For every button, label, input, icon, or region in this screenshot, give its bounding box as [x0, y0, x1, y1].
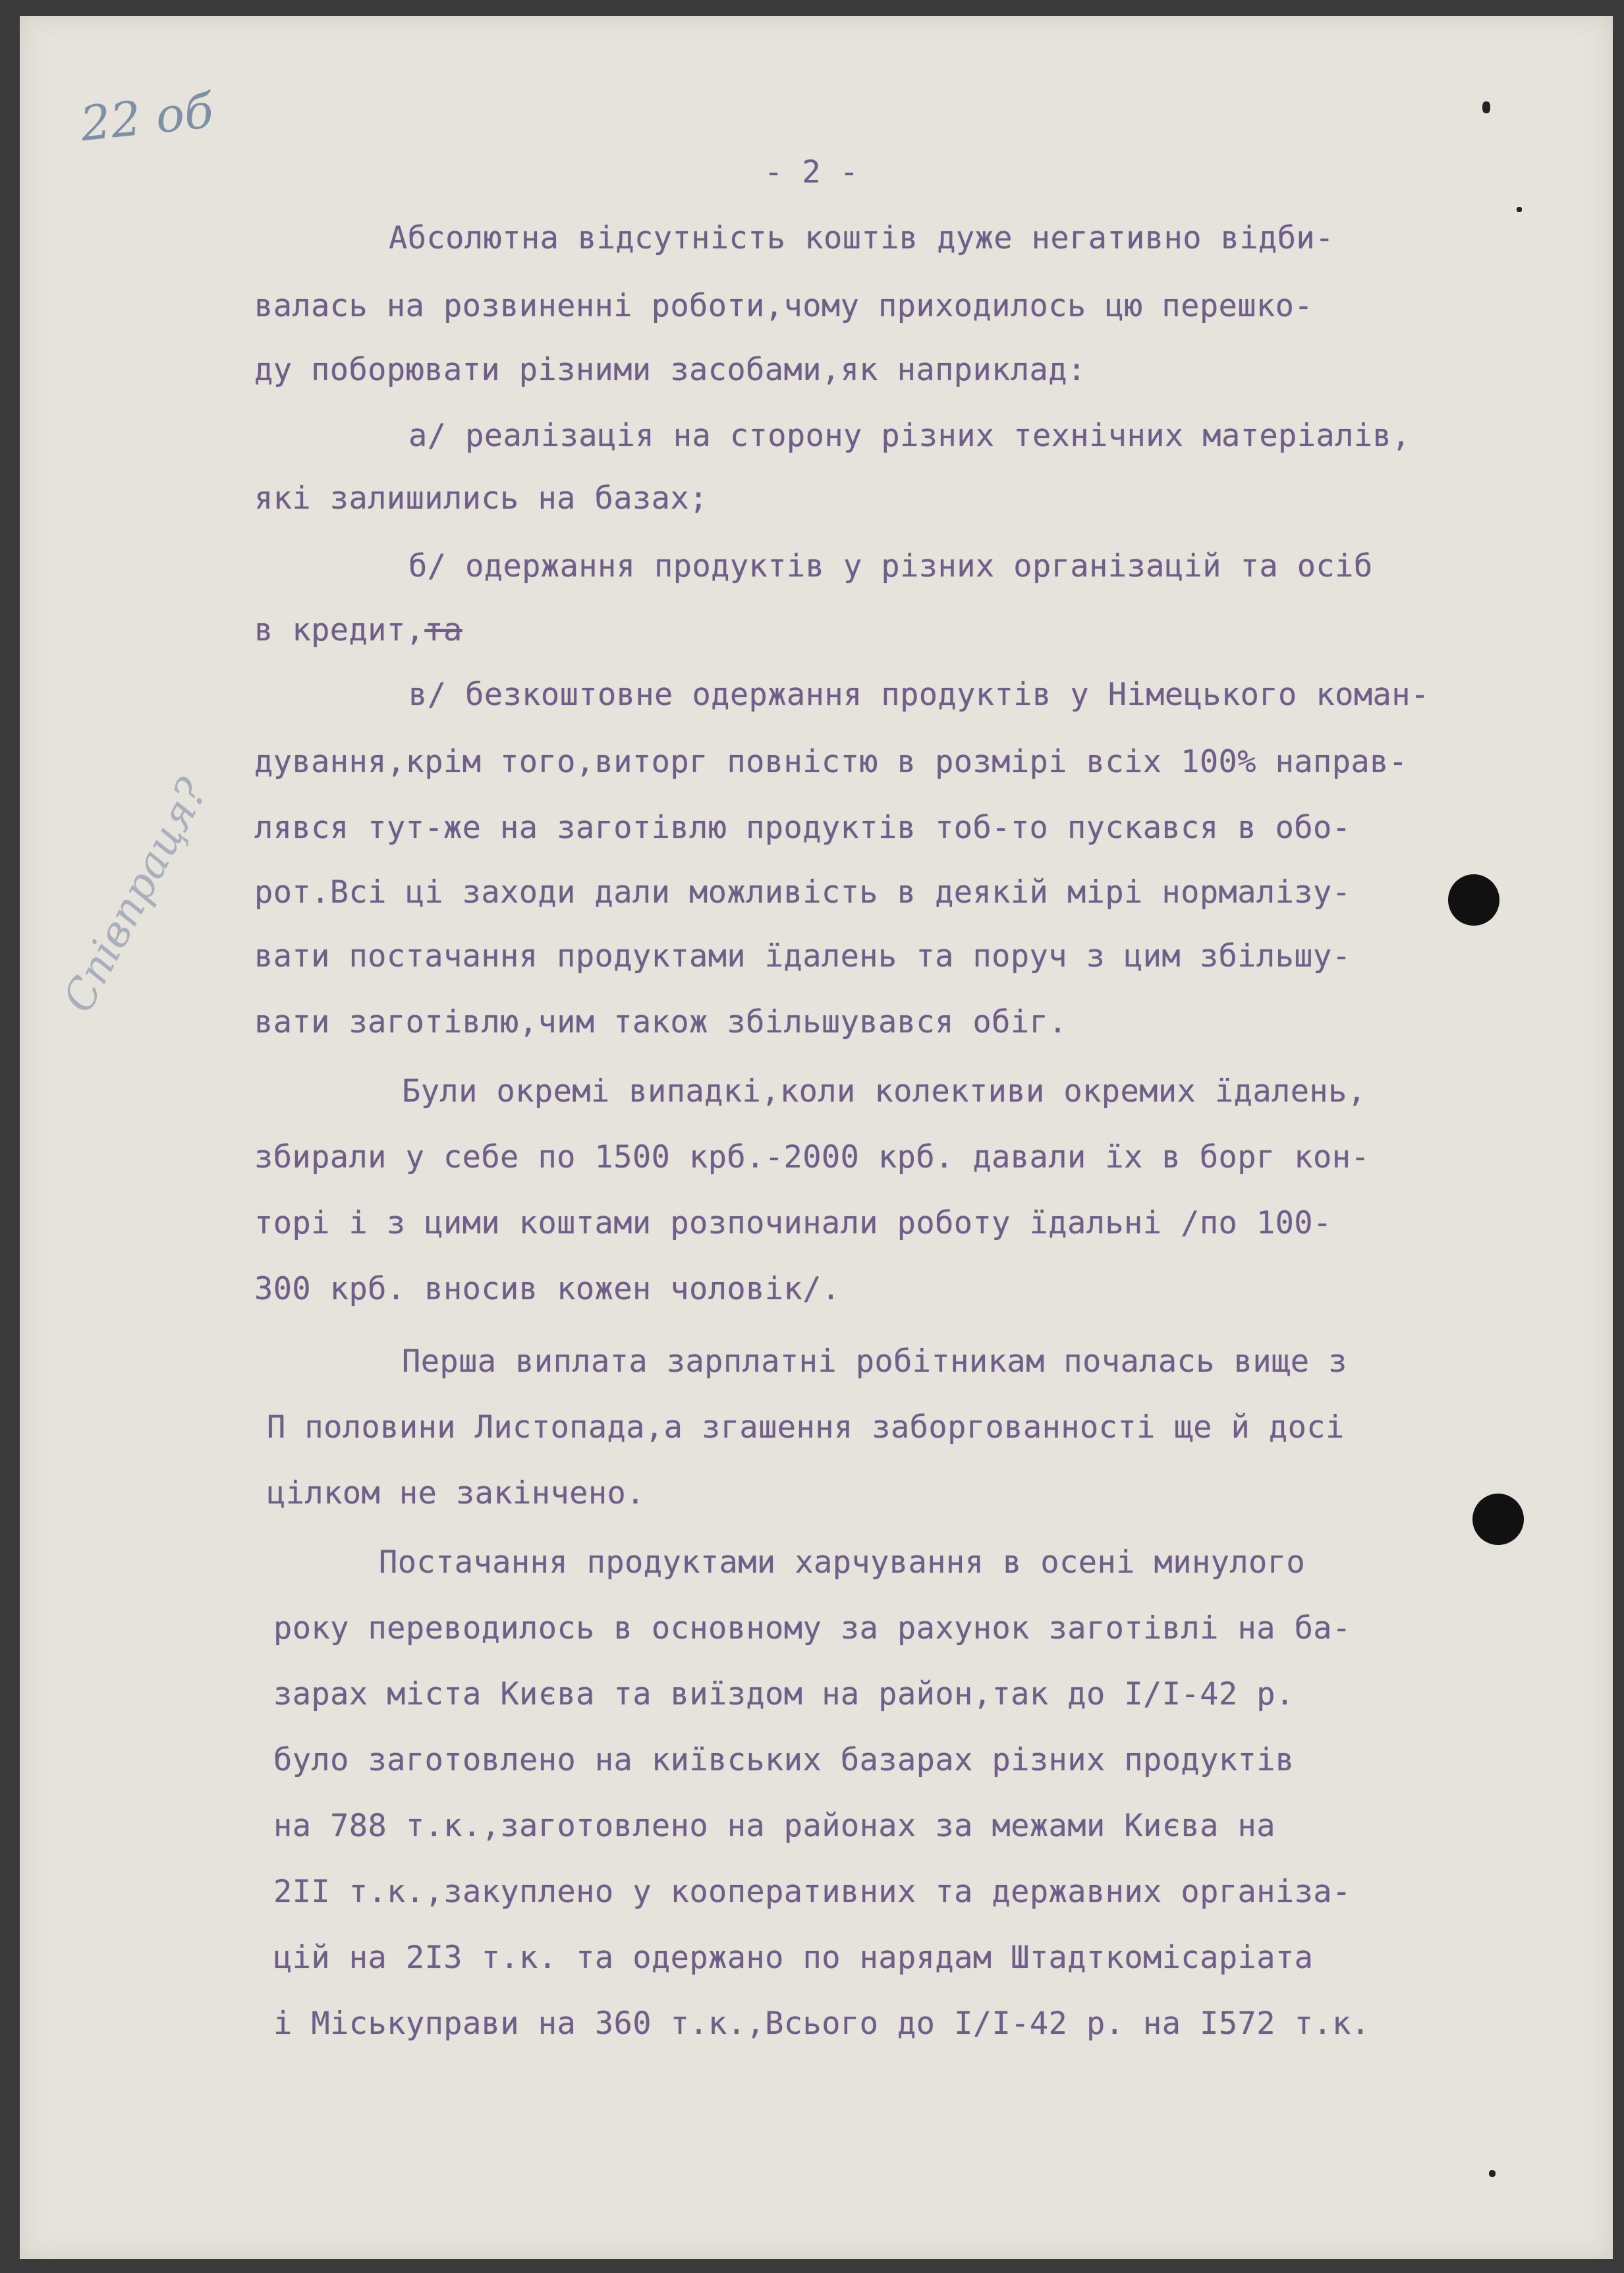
text-line: валась на розвиненні роботи,чому приходилось цю перешко- — [254, 288, 1313, 324]
punch-hole — [1472, 1494, 1524, 1545]
text-line: вати постачання продуктами їдалень та поруч з цим збільшу- — [254, 938, 1351, 974]
text-line: дування,крім того,виторг повністю в розмірі всіх 100% направ- — [254, 744, 1408, 780]
text-line: Перша виплата зарплатні робітникам почалась вище з — [402, 1343, 1347, 1380]
text-line: Постачання продуктами харчування в осені минулого — [379, 1544, 1306, 1581]
document-page — [20, 16, 1613, 2259]
text-line: які залишились на базах; — [254, 480, 708, 517]
text-line: на 788 т.к.,заготовлено на районах за межами Києва на — [273, 1808, 1275, 1844]
text-line: зарах міста Києва та виїздом на район,так до І/І-42 р. — [273, 1676, 1295, 1712]
text-line: торі і з цими коштами розпочинали роботу їдальні /по 100- — [254, 1205, 1332, 1241]
text-line: і Міськуправи на 360 т.к.,Всього до І/І-42 р. на І572 т.к. — [273, 2006, 1370, 2042]
text-line: в кредит,та — [254, 612, 462, 648]
text-line: в/ безкоштовне одержання продуктів у Німецького коман- — [408, 677, 1430, 713]
text-line: року переводилось в основному за рахунок заготівлі на ба- — [273, 1610, 1351, 1646]
struck-word: та — [424, 612, 462, 648]
paper-speck — [1489, 2170, 1496, 2177]
text-line: 2ІІ т.к.,закуплено у кооперативних та державних організа- — [273, 1874, 1351, 1910]
margin-handwritten-note: Співпраця? — [54, 771, 218, 1021]
folio-number: 22 об — [78, 82, 216, 152]
text-line: збирали у себе по 1500 крб.-2000 крб. давали їх в борг кон- — [254, 1139, 1370, 1175]
text-line: Абсолютна відсутність коштів дуже негативно відби- — [389, 220, 1334, 256]
text-line: цій на 2І3 т.к. та одержано по нарядам Штадткомісаріата — [273, 1940, 1314, 1976]
text-line: рот.Всі ці заходи дали можливість в деякій мірі нормалізу- — [254, 874, 1351, 911]
text-line: вати заготівлю,чим також збільшувався обіг. — [254, 1004, 1067, 1040]
text-line: а/ реалізація на сторону різних технічних матеріалів, — [408, 418, 1411, 454]
text-line: П половини Листопада,а згашення заборгованності ще й досі — [267, 1409, 1345, 1445]
paper-speck — [1517, 207, 1522, 212]
text-line: було заготовлено на київських базарах різних продуктів — [273, 1742, 1295, 1778]
page-number: - 2 - — [764, 154, 859, 190]
text-line: лявся тут-же на заготівлю продуктів тоб-то пускався в обо- — [254, 810, 1351, 846]
text-line: б/ одержання продуктів у різних організацій та осіб — [408, 548, 1373, 584]
paper-speck — [1482, 101, 1490, 113]
text-line: ду поборювати різними засобами,як наприклад: — [254, 352, 1086, 388]
text-line: 300 крб. вносив кожен чоловік/. — [254, 1271, 841, 1307]
punch-hole — [1448, 874, 1499, 926]
text-line: цілком не закінчено. — [267, 1475, 645, 1511]
text-line: Були окремі випадкі,коли колективи окремих їдалень, — [402, 1073, 1366, 1109]
